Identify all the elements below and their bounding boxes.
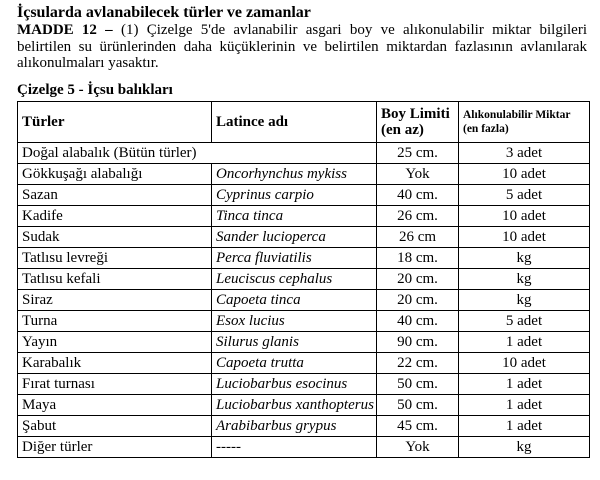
header-quantity-limit: Alıkonulabilir Miktar (en fazla) xyxy=(459,102,590,143)
table-body xyxy=(18,143,590,458)
table-row xyxy=(18,248,590,269)
species-cell: Yayın xyxy=(18,332,212,353)
paragraph-line-2: belirtilen su ürünlerinden daha küçüklerinin ve belirtilen miktardan fazlasının avlanılarak xyxy=(17,38,587,55)
size-limit-cell: 90 cm. xyxy=(377,332,459,353)
size-limit-cell: 50 cm. xyxy=(377,395,459,416)
header-size-limit: Boy Limiti (en az) xyxy=(377,102,459,143)
table-row xyxy=(18,269,590,290)
quantity-limit-cell: 5 adet xyxy=(459,311,590,332)
species-cell: Turna xyxy=(18,311,212,332)
quantity-limit-cell: 1 adet xyxy=(459,416,590,437)
table-row xyxy=(18,353,590,374)
species-cell: Şabut xyxy=(18,416,212,437)
quantity-limit-cell: 1 adet xyxy=(459,395,590,416)
latin-name-cell: Luciobarbus esocinus xyxy=(212,374,377,395)
article-label: MADDE 12 – xyxy=(17,22,113,38)
species-cell: Tatlısu kefali xyxy=(18,269,212,290)
size-limit-cell: Yok xyxy=(377,437,459,458)
species-cell: Sudak xyxy=(18,227,212,248)
table-row xyxy=(18,227,590,248)
quantity-limit-cell: kg xyxy=(459,437,590,458)
size-limit-cell: 25 cm. xyxy=(377,143,459,164)
species-cell: Kadife xyxy=(18,206,212,227)
size-limit-cell: 50 cm. xyxy=(377,374,459,395)
size-limit-cell: 18 cm. xyxy=(377,248,459,269)
size-limit-cell: 26 cm. xyxy=(377,206,459,227)
size-limit-cell: 20 cm. xyxy=(377,290,459,311)
table-row xyxy=(18,332,590,353)
species-cell: Fırat turnası xyxy=(18,374,212,395)
species-cell: Diğer türler xyxy=(18,437,212,458)
table-row xyxy=(18,143,590,164)
latin-name-cell: Luciobarbus xanthopterus xyxy=(212,395,377,416)
latin-name-cell: Perca fluviatilis xyxy=(212,248,377,269)
size-limit-cell: Yok xyxy=(377,164,459,185)
table-row xyxy=(18,374,590,395)
quantity-limit-cell: 1 adet xyxy=(459,332,590,353)
quantity-limit-cell: kg xyxy=(459,248,590,269)
latin-name-cell: Silurus glanis xyxy=(212,332,377,353)
paragraph-line-3: alıkonulmaları yasaktır. xyxy=(17,55,159,71)
table-caption: Çizelge 5 - İçsu balıkları xyxy=(17,82,173,98)
quantity-limit-cell: 3 adet xyxy=(459,143,590,164)
table-row xyxy=(18,290,590,311)
species-cell: Sazan xyxy=(18,185,212,206)
species-cell: Gökkuşağı alabalığı xyxy=(18,164,212,185)
species-cell: Karabalık xyxy=(18,353,212,374)
table-header-row xyxy=(18,102,590,143)
table-row xyxy=(18,416,590,437)
latin-name-cell: Esox lucius xyxy=(212,311,377,332)
size-limit-cell: 26 cm xyxy=(377,227,459,248)
latin-name-cell: Tinca tinca xyxy=(212,206,377,227)
size-limit-cell: 40 cm. xyxy=(377,185,459,206)
quantity-limit-cell: 10 adet xyxy=(459,227,590,248)
table-row xyxy=(18,311,590,332)
quantity-limit-cell: kg xyxy=(459,269,590,290)
latin-name-cell: Arabibarbus grypus xyxy=(212,416,377,437)
article-paragraph xyxy=(17,22,587,72)
species-cell: Doğal alabalık (Bütün türler) xyxy=(18,143,377,164)
table-row xyxy=(18,206,590,227)
latin-name-cell: Cyprinus carpio xyxy=(212,185,377,206)
table-row xyxy=(18,185,590,206)
header-species: Türler xyxy=(18,102,212,143)
table-row xyxy=(18,395,590,416)
paragraph-line-1 xyxy=(17,22,587,39)
section-heading: İçsularda avlanabilecek türler ve zamanlar xyxy=(17,4,311,21)
latin-name-cell: ----- xyxy=(212,437,377,458)
latin-name-cell: Sander lucioperca xyxy=(212,227,377,248)
table-row xyxy=(18,437,590,458)
quantity-limit-cell: 5 adet xyxy=(459,185,590,206)
species-cell: Tatlısu levreği xyxy=(18,248,212,269)
quantity-limit-cell: 10 adet xyxy=(459,164,590,185)
size-limit-cell: 45 cm. xyxy=(377,416,459,437)
size-limit-cell: 40 cm. xyxy=(377,311,459,332)
fish-limits-table xyxy=(17,101,590,458)
latin-name-cell: Oncorhynchus mykiss xyxy=(212,164,377,185)
size-limit-cell: 22 cm. xyxy=(377,353,459,374)
latin-name-cell: Leuciscus cephalus xyxy=(212,269,377,290)
species-cell: Maya xyxy=(18,395,212,416)
header-latin-name: Latince adı xyxy=(212,102,377,143)
quantity-limit-cell: 10 adet xyxy=(459,206,590,227)
latin-name-cell: Capoeta tinca xyxy=(212,290,377,311)
quantity-limit-cell: 1 adet xyxy=(459,374,590,395)
table-row xyxy=(18,164,590,185)
species-cell: Siraz xyxy=(18,290,212,311)
latin-name-cell: Capoeta trutta xyxy=(212,353,377,374)
paragraph-line-1-text: (1) Çizelge 5'de avlanabilir asgari boy ve alıkonulabilir miktar bilgileri xyxy=(112,22,587,38)
quantity-limit-cell: kg xyxy=(459,290,590,311)
size-limit-cell: 20 cm. xyxy=(377,269,459,290)
quantity-limit-cell: 10 adet xyxy=(459,353,590,374)
